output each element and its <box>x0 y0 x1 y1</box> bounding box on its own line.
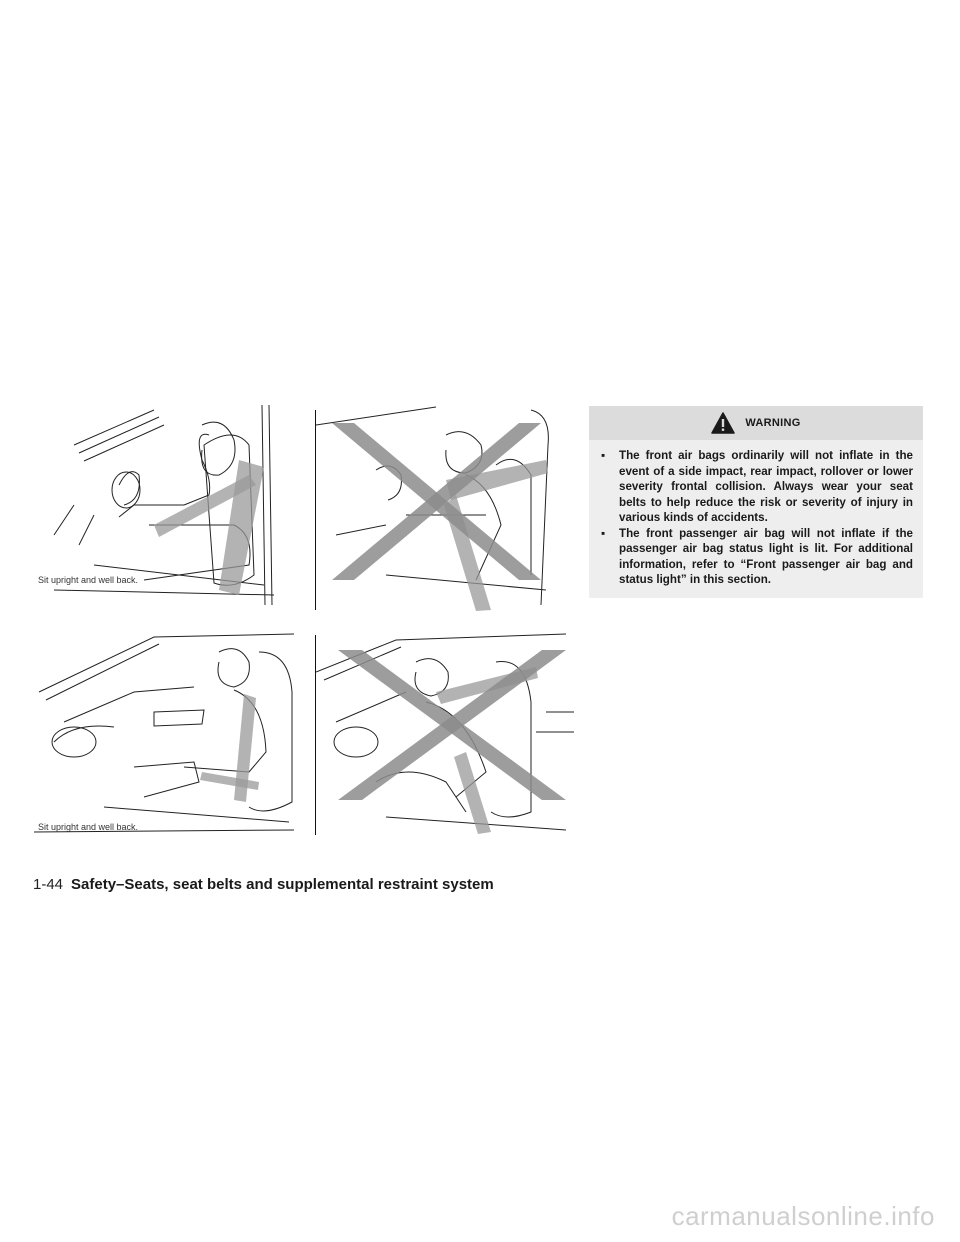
warning-item-text: The front passenger air bag will not inflate if the passenger air bag status light is lit. For additional information, refer to “Front passenger air bag and status light” in this section. <box>619 526 913 586</box>
passenger-correct-drawing <box>34 632 299 834</box>
watermark: carmanualsonline.info <box>671 1201 935 1231</box>
warning-item-text: The front air bags ordinarily will not inflate in the event of a side impact, rear impact, rollover or lower severity frontal collision. Always wear your seat belts to help reduce the risk or severity of injury in various kinds of accidents. <box>619 449 913 524</box>
illustration-passenger-incorrect <box>316 632 576 834</box>
page-number: 1-44 <box>33 876 64 893</box>
bullet-icon: ▪ <box>601 526 606 540</box>
illustration-driver-correct <box>34 405 284 611</box>
driver-incorrect-drawing <box>316 405 556 611</box>
section-title: Safety–Seats, seat belts and supplemental restraint system <box>71 876 494 893</box>
warning-header <box>589 406 923 440</box>
warning-heading: WARNING <box>745 417 801 429</box>
warning-triangle-icon <box>711 412 735 434</box>
illustration-caption: Sit upright and well back. <box>38 575 139 585</box>
page-footer <box>33 876 494 893</box>
illustration-passenger-correct <box>34 632 299 834</box>
passenger-incorrect-drawing <box>316 632 576 834</box>
warning-box <box>589 406 923 598</box>
bullet-icon: ▪ <box>601 449 606 462</box>
warning-item <box>601 526 913 588</box>
warning-body <box>589 440 923 598</box>
illustration-caption: Sit upright and well back. <box>38 822 139 832</box>
illustration-driver-incorrect <box>316 405 556 611</box>
warning-item <box>601 448 913 526</box>
